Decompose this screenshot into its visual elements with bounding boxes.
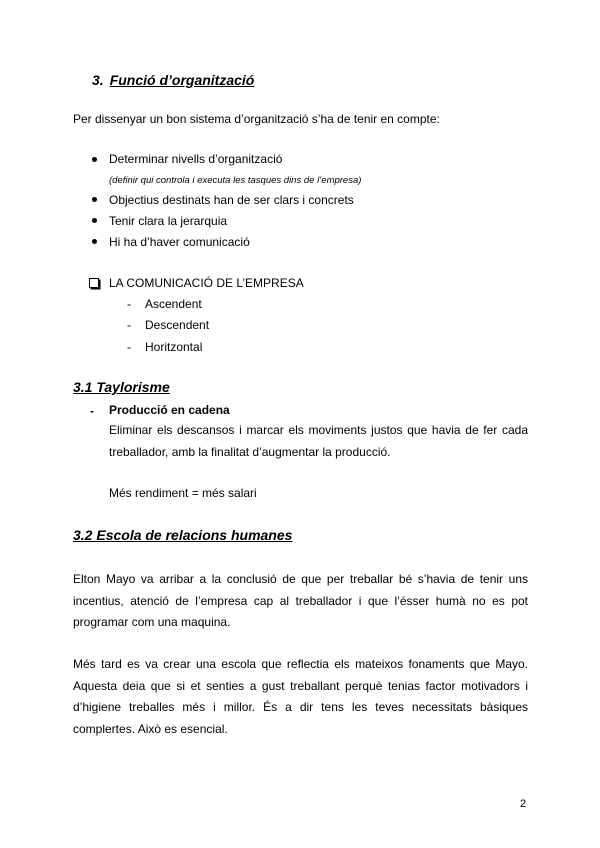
communication-heading: LA COMUNICACIÓ DE L’EMPRESA (109, 276, 304, 290)
communication-item-1: Ascendent (145, 297, 202, 311)
bullet-item-3: Tenir clara la jerarquia (109, 214, 228, 228)
communication-item-3: Horitzontal (145, 340, 203, 354)
dash-marker: - (127, 297, 131, 311)
section-31-paragraph: Eliminar els descansos i marcar els moviments justos que havia de fer cada treballador, amb la finalitat d’augmentar la producció. (109, 423, 528, 459)
bullet-dot-icon (86, 212, 102, 228)
bullet-dot-icon (86, 151, 102, 167)
section-3-title: Funció d’organització (109, 72, 255, 88)
dash-marker: - (90, 404, 94, 418)
section-32-title: 3.2 Escola de relacions humanes (73, 527, 293, 543)
section-32-paragraph-1: Elton Mayo va arribar a la conclusió de que per treballar bé s’havia de tenir uns incentius, atenció de l’empresa cap al treballador i que l’ésser humà no es pot programar com una maquina. (73, 572, 528, 629)
section-31-title: 3.1 Taylorisme (73, 379, 170, 395)
checkbox-square-icon (89, 278, 99, 288)
bullet-item-1: Determinar nivells d’organització (109, 152, 283, 166)
section-3-heading (92, 72, 254, 88)
dash-marker: - (127, 340, 131, 354)
bullet-dot-icon (86, 233, 102, 249)
bullet-note: (definir qui controla i executa les tasques dins de l’empresa) (109, 175, 362, 186)
section-3-number: 3. (92, 72, 104, 88)
dash-marker: - (127, 318, 131, 332)
bullet-dot-icon (86, 191, 102, 207)
section-32-paragraph-2: Més tard es va crear una escola que reflectia els mateixos fonaments que Mayo. Aquesta deia que si et senties a gust treballant perquè tenias factor motivadors i d’higiene treballes més i millor. És a dir tens les teves necessitats bàsiques complertes. Això es esencial. (73, 657, 528, 736)
bullet-item-4: Hi ha d’haver comunicació (109, 235, 250, 249)
communication-item-2: Descendent (145, 318, 210, 332)
section-31-subheading: Producció en cadena (109, 403, 230, 417)
bullet-item-2: Objectius destinats han de ser clars i concrets (109, 193, 354, 207)
page-number: 2 (520, 798, 527, 810)
section-31-formula: Més rendiment = més salari (109, 486, 257, 500)
section-3-intro: Per dissenyar un bon sistema d’organització s’ha de tenir en compte: (73, 112, 440, 126)
